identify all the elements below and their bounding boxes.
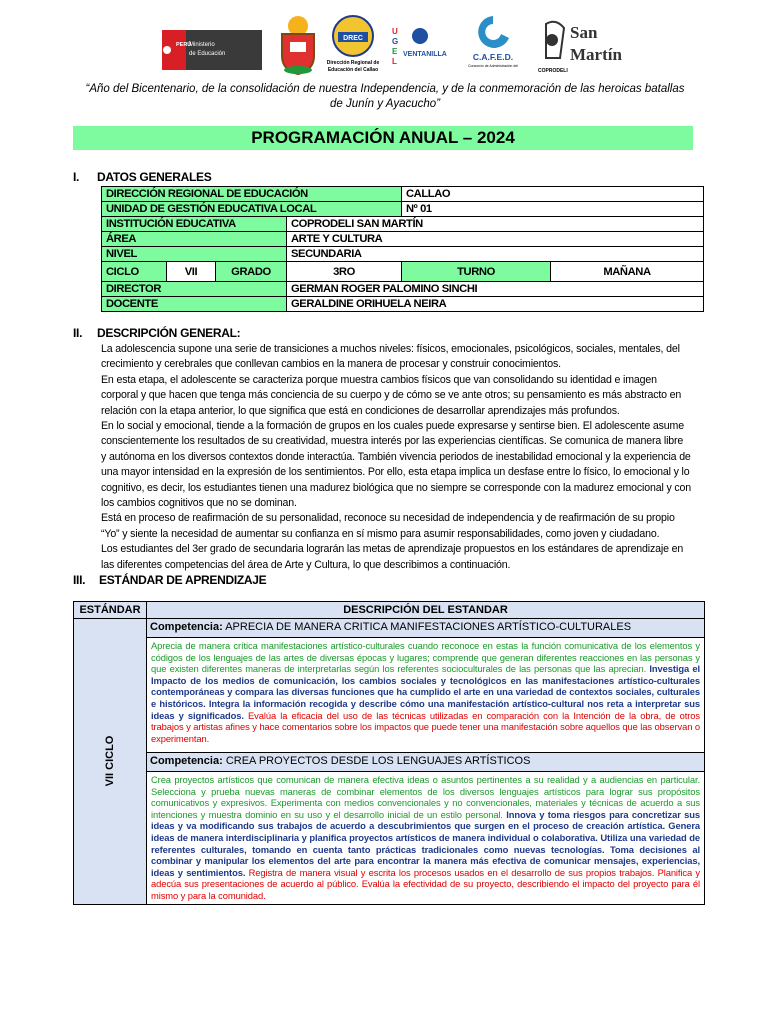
svg-text:Ministerio: Ministerio bbox=[189, 42, 215, 48]
ugel-value: Nº 01 bbox=[402, 202, 704, 217]
peru-minedu-logo bbox=[162, 30, 262, 70]
grado-value: 3RO bbox=[287, 262, 402, 282]
motto-line-1: “Año del Bicentenario, de la consolidación de nuestra Independencia, y de la conmemoración de las heroicas batallas bbox=[85, 83, 685, 95]
coprodeli-san-martin-logo bbox=[532, 14, 628, 76]
header-logos bbox=[160, 12, 630, 78]
docente-value: GERALDINE ORIHUELA NEIRA bbox=[287, 297, 704, 312]
ciclo-vertical-label: VII CICLO bbox=[104, 735, 116, 787]
svg-text:G: G bbox=[392, 37, 399, 46]
ie-value: COPRODELI SAN MARTÍN bbox=[287, 217, 704, 232]
competencia-1-header: Competencia: APRECIA DE MANERA CRITICA MANIFESTACIONES ARTÍSTICO-CULTURALES bbox=[147, 619, 705, 638]
turno-value: MAÑANA bbox=[551, 262, 704, 282]
svg-text:L: L bbox=[392, 57, 397, 66]
datos-generales-table bbox=[101, 186, 704, 312]
dre-label: DIRECCIÓN REGIONAL DE EDUCACIÓN bbox=[102, 187, 402, 202]
section-number: I. bbox=[73, 170, 80, 184]
paragraph: Los estudiantes del 3er grado de secundaria lograrán las metas de aprendizaje propuestos en los estándares de aprendizaje en las diferentes competencias del área de Arte y Cultura, lo que describimos a continuación. bbox=[101, 543, 684, 571]
svg-text:E: E bbox=[392, 47, 398, 56]
svg-text:de Educación: de Educación bbox=[189, 51, 226, 57]
section-number: III. bbox=[73, 573, 86, 587]
section-datos-heading: I. DATOS GENERALES bbox=[73, 170, 212, 184]
section-number: II. bbox=[73, 326, 83, 340]
paragraph: En lo social y emocional, tiende a la formación de grupos en los cuales puede expresarse y sentirse bien. El adolescente asume conscientemente los resultados de su creatividad, muestra interés por las experiencias científicas. Se comunica de manera libre y autónoma en los diversos contextos donde interactúa. También vivencia periodos de inestabilidad emocional y la experiencia de una mayor intensidad en la expresión de los sentimientos. Por ello, esta etapa implica un desfase entre lo físico, lo emocional y lo cognitivo, es decir, los estudiantes tienen una madurez biológica que no siempre se corresponde con la madurez emocional y con los cambios cognitivos que no se dominan. bbox=[101, 420, 692, 510]
competencia-1-description: Aprecia de manera crítica manifestaciones artístico-culturales cuando reconoce en estas la función comunicativa de los elementos y códigos de los lenguajes de las artes de diversas épocas y lugares; comprende que generan diferentes reacciones en las personas y que existen diferentes maneras de interpretarlas según los referentes socioculturales de las personas que las aprecian. Investiga el Impacto de los medios de comunicación, los cambios sociales y tecnológicos en las manifestaciones artístico-culturales contemporáneas y compara las diversas funciones que ha cumplido el arte en una variedad de contextos sociales, culturales e históricos. Integra la información recogida y describe cómo una manifestación artístico-cultural nos reta a interpretar sus ideas y significados. Evalúa la eficacia del uso de las técnicas utilizadas en comparación con la Intención de la obra, de otros trabajos y artistas afines y hace comentarios sobre los impactos que puede tener una manifestación sobre aquellos que las observan o experimentan. bbox=[147, 638, 705, 753]
ciclo-label: CICLO bbox=[102, 262, 167, 282]
dre-value: CALLAO bbox=[402, 187, 704, 202]
competencia-2-name: CREA PROYECTOS DESDE LOS LENGUAJES ARTÍSTICOS bbox=[225, 755, 531, 767]
svg-text:U: U bbox=[392, 27, 398, 36]
svg-text:Consorcio de Administración de: Consorcio de Administración del bbox=[468, 64, 518, 68]
paragraph: La adolescencia supone una serie de transiciones a muchos niveles: físicos, emocionales, psicológicos, sociales, mentales, del crecimiento y cerebrales que conllevan cambios en la manera de procesar y construir conocimientos. bbox=[101, 343, 680, 371]
ciclo-cell bbox=[74, 619, 147, 905]
area-value: ARTE Y CULTURA bbox=[287, 232, 704, 247]
director-label: DIRECTOR bbox=[102, 282, 287, 297]
year-motto bbox=[70, 82, 700, 112]
section-descripcion-heading: II. DESCRIPCIÓN GENERAL: bbox=[73, 326, 241, 340]
callao-coat-of-arms-logo bbox=[276, 12, 320, 76]
ie-label: INSTITUCIÓN EDUCATIVA bbox=[102, 217, 287, 232]
paragraph: En esta etapa, el adolescente se caracteriza porque muestra cambios físicos que van consolidando su identidad e imagen corporal y que hacen que tenga más conciencia de su cuerpo y de cómo se ve ante otros; su pensamiento es más abstracto en relación con la etapa anterior, lo que significa que está en condiciones de desarrollar aprendizajes más profundos. bbox=[101, 373, 682, 417]
svg-text:VENTANILLA: VENTANILLA bbox=[403, 51, 447, 58]
nivel-label: NIVEL bbox=[102, 247, 287, 262]
descripcion-col-header: DESCRIPCIÓN DEL ESTANDAR bbox=[147, 602, 705, 619]
estandar-table bbox=[73, 601, 705, 905]
competencia-2-header: Competencia: CREA PROYECTOS DESDE LOS LENGUAJES ARTÍSTICOS bbox=[147, 753, 705, 772]
drec-logo bbox=[322, 14, 384, 76]
nivel-value: SECUNDARIA bbox=[287, 247, 704, 262]
svg-text:C.A.F.E.D.: C.A.F.E.D. bbox=[472, 52, 514, 62]
svg-text:Educación del Callao: Educación del Callao bbox=[327, 67, 379, 73]
svg-text:DREC: DREC bbox=[343, 35, 363, 42]
cafed-logo bbox=[460, 12, 526, 74]
page-title: PROGRAMACIÓN ANUAL – 2024 bbox=[73, 126, 693, 150]
ciclo-value: VII bbox=[167, 262, 216, 282]
section-estandar-heading: III. ESTÁNDAR DE APRENDIZAJE bbox=[73, 573, 267, 587]
competencia-1-name: APRECIA DE MANERA CRITICA MANIFESTACIONES ARTÍSTICO-CULTURALES bbox=[225, 621, 632, 633]
area-label: ÁREA bbox=[102, 232, 287, 247]
ugel-ventanilla-logo bbox=[390, 24, 450, 70]
turno-label: TURNO bbox=[402, 262, 551, 282]
ugel-label: UNIDAD DE GESTIÓN EDUCATIVA LOCAL bbox=[102, 202, 402, 217]
svg-text:Dirección Regional de: Dirección Regional de bbox=[326, 60, 380, 66]
competencia-2-description: Crea proyectos artísticos que comunican de manera efectiva ideas o asuntos pertinentes a su realidad y a audiencias en particular. Selecciona y prueba nuevas maneras de combinar elementos de los diversos lenguajes artísticos para lograr sus propósitos comunicativos y expresivos. Experimenta con medios convencionales y no convencionales, materiales y técnicas de acuerdo a sus intenciones y muestra dominio en su uso y el desarrollo inicial de un estilo personal. Innova y toma riesgos para concretizar sus ideas y va modificando sus trabajos de acuerdo a descubrimientos que surgen en el proceso de creación artística. Genera ideas de manera interdisciplinaria y planifica proyectos artísticos de manera individual o colaborativa. Utiliza una variedad de referentes culturales, tomando en cuenta tanto prácticas tradicionales como nuevas tecnologías. Toma decisiones al combinar y manipular los elementos del arte para encontrar la manera más efectiva de comunicar mensajes, experiencias, ideas y sentimientos. Registra de manera visual y escrita los procesos usados en el desarrollo de sus propios trabajos. Planifica y adecúa sus presentaciones de acuerdo al público. Evalúa la efectividad de su proyecto, describiendo el impacto del proyecto para él mismo y para la comunidad. bbox=[147, 772, 705, 905]
svg-text:PERÚ: PERÚ bbox=[176, 42, 192, 48]
paragraph: Está en proceso de reafirmación de su personalidad, reconoce su necesidad de independencia y de reafirmación de su propio “Yo” y siente la necesidad de aumentar su confianza en sí mismo para asumir responsabilidades, como joven y ciudadano. bbox=[101, 512, 675, 540]
motto-line-2: de Junín y Ayacucho” bbox=[329, 98, 441, 110]
docente-label: DOCENTE bbox=[102, 297, 287, 312]
grado-label: GRADO bbox=[216, 262, 287, 282]
estandar-col-header: ESTÁNDAR bbox=[74, 602, 147, 619]
svg-text:San: San bbox=[570, 23, 598, 42]
svg-text:COPRODELI: COPRODELI bbox=[538, 68, 568, 74]
director-value: GERMAN ROGER PALOMINO SINCHI bbox=[287, 282, 704, 297]
svg-text:Martín: Martín bbox=[570, 45, 622, 64]
descripcion-body bbox=[101, 342, 691, 573]
